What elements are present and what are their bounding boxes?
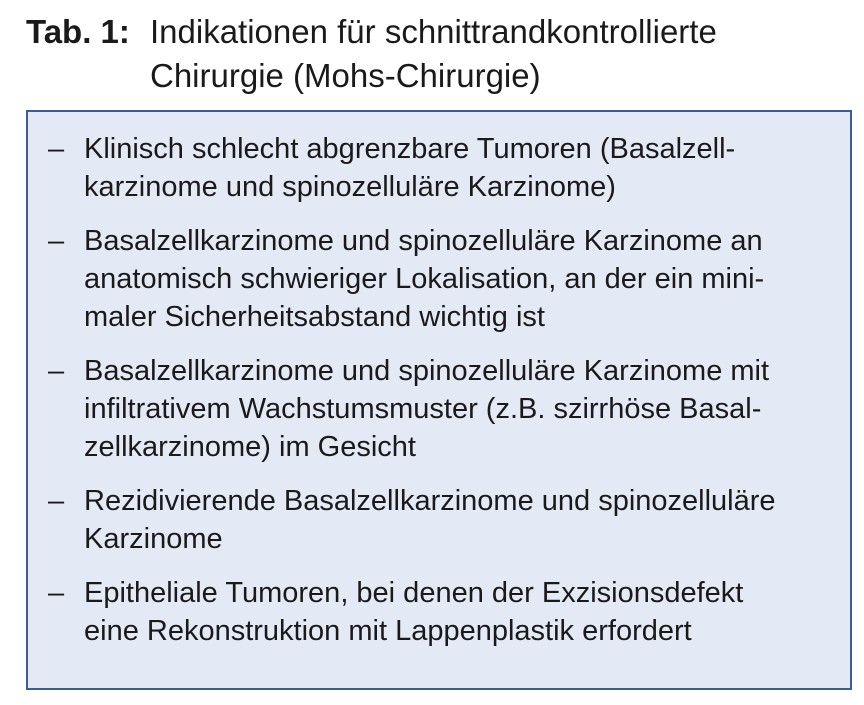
table-caption	[26, 10, 846, 98]
caption-title-line-2: Chirurgie (Mohs-Chirurgie)	[150, 57, 541, 94]
caption-line-1	[26, 10, 846, 54]
list-item	[48, 574, 830, 650]
dash-bullet: –	[48, 355, 65, 387]
list-item	[48, 130, 830, 206]
list-item-line: Karzinome	[84, 523, 223, 555]
list-item-line: Epitheliale Tumoren, bei denen der Exzisionsdefekt	[84, 577, 744, 609]
list-item	[48, 482, 830, 558]
list-item-line: infiltrativem Wachstumsmuster (z.B. szirrhöse Basal-	[84, 393, 762, 425]
indications-box	[26, 110, 852, 690]
list-item-line: Klinisch schlecht abgrenzbare Tumoren (Basalzell-	[84, 133, 736, 165]
list-item-line: zellkarzinome) im Gesicht	[84, 431, 416, 463]
dash-bullet: –	[48, 485, 65, 517]
list-item	[48, 222, 830, 336]
dash-bullet: –	[48, 225, 65, 257]
list-item-line: Basalzellkarzinome und spinozelluläre Karzinome an	[84, 225, 763, 257]
caption-line-2	[26, 54, 846, 98]
list-item	[48, 352, 830, 466]
list-item-text	[84, 222, 830, 336]
list-item-line: eine Rekonstruktion mit Lappenplastik erfordert	[84, 615, 692, 647]
list-item-text	[84, 482, 830, 558]
dash-bullet: –	[48, 577, 65, 609]
caption-title-line-1: Indikationen für schnittrandkontrollierte	[150, 13, 717, 50]
list-item-line: Rezidivierende Basalzellkarzinome und spinozelluläre	[84, 485, 776, 517]
list-item-line: anatomisch schwieriger Lokalisation, an der ein mini-	[84, 263, 765, 295]
list-item-text	[84, 352, 830, 466]
list-item-line: maler Sicherheitsabstand wichtig ist	[84, 301, 545, 333]
list-item-text	[84, 574, 830, 650]
caption-label: Tab. 1:	[26, 13, 130, 50]
list-item-line: Basalzellkarzinome und spinozelluläre Karzinome mit	[84, 355, 770, 387]
list-item-line: karzinome und spinozelluläre Karzinome)	[84, 171, 616, 203]
list-item-text	[84, 130, 830, 206]
dash-bullet: –	[48, 133, 65, 165]
